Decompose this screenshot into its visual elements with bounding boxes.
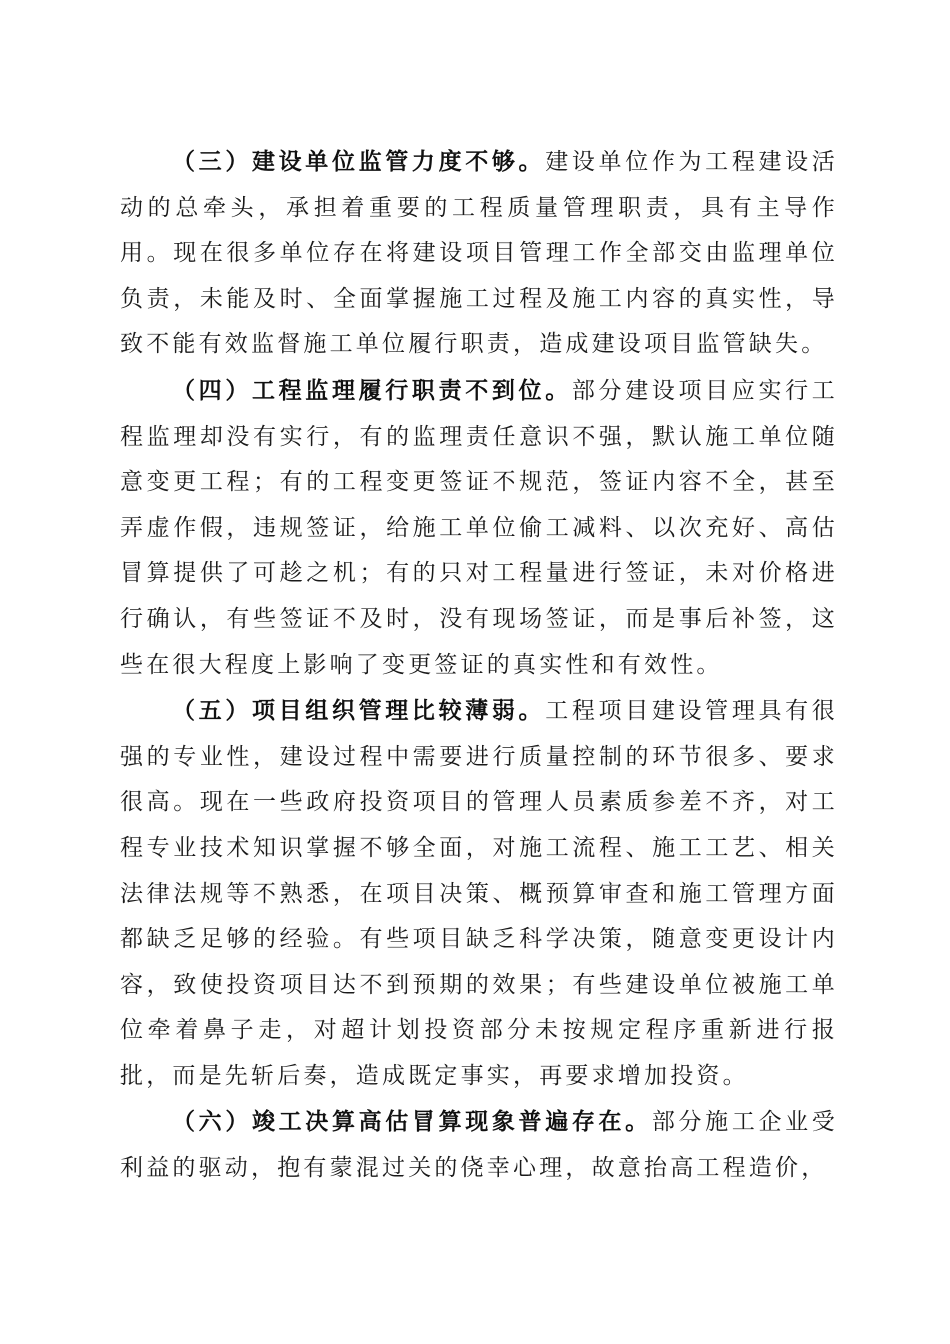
paragraph-heading: （六）竣工决算高估冒算现象普遍存在。 [172, 1108, 652, 1136]
paragraph-text: 工程项目建设管理具有很强的专业性，建设过程中需要进行质量控制的环节很多、要求很高。现在一些政府投资项目的管理人员素质参差不齐，对工程专业技术知识掌握不够全面，对施工流程、施工工艺、相关法律法规等不熟悉，在项目决策、概预算审查和施工管理方面都缺乏足够的经验。有些项目缺乏科学决策，随意变更设计内容，致使投资项目达不到预期的效果；有些建设单位被施工单位牵着鼻子走，对超计划投资部分未按规定程序重新进行报批，而是先斩后奏，造成既定事实，再要求增加投资。 [120, 698, 838, 1089]
paragraph-heading: （四）工程监理履行职责不到位。 [172, 376, 572, 404]
paragraph-heading: （三）建设单位监管力度不够。 [172, 148, 546, 175]
paragraph-3 [120, 139, 838, 368]
paragraph-text: 部分施工企业受利益的驱动，抱有蒙混过关的侥幸心理，故意抬高工程造价， [120, 1109, 838, 1182]
paragraph-text: 部分建设项目应实行工程监理却没有实行，有的监理责任意识不强，默认施工单位随意变更工程；有的工程变更签证不规范，签证内容不全，甚至弄虚作假，违规签证，给施工单位偷工减料、以次充好、高估冒算提供了可趁之机；有的只对工程量进行签证，未对价格进行确认，有些签证不及时，没有现场签证，而是事后补签，这些在很大程度上影响了变更签证的真实性和有效性。 [120, 377, 839, 678]
paragraph-text: 建设单位作为工程建设活动的总牵头，承担着重要的工程质量管理职责，具有主导作用。现在很多单位存在将建设项目管理工作全部交由监理单位负责，未能及时、全面掌握施工过程及施工内容的真实性，导致不能有效监督施工单位履行职责，造成建设项目监管缺失。 [120, 149, 838, 358]
paragraph-6 [120, 1099, 838, 1191]
document-body [120, 139, 838, 1192]
paragraph-5 [120, 688, 838, 1099]
paragraph-heading: （五）项目组织管理比较薄弱。 [172, 697, 546, 725]
paragraph-4 [120, 368, 838, 688]
